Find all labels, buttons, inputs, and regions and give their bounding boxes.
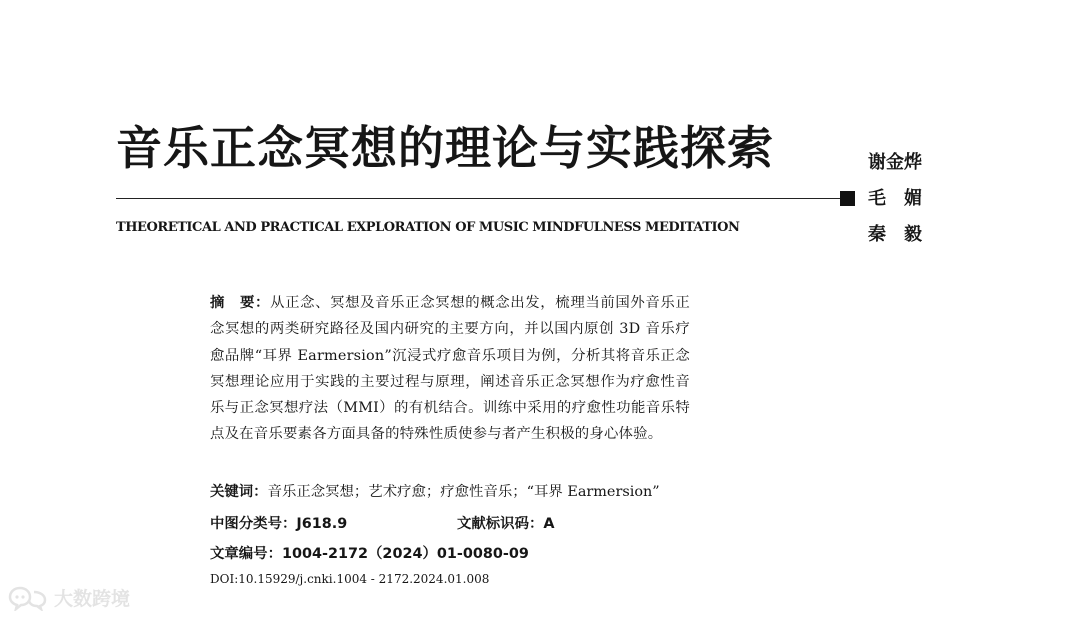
author-name: 秦 毅 [868, 224, 922, 245]
english-title: THEORETICAL AND PRACTICAL EXPLORATION OF MUSIC MINDFULNESS MEDITATION [116, 220, 740, 235]
doi: DOI:10.15929/j.cnki.1004 - 2172.2024.01.008 [210, 572, 490, 586]
abstract [210, 290, 690, 448]
keywords-label: 关键词： [210, 484, 268, 500]
article-number [210, 542, 529, 563]
clc-value: J618.9 [296, 516, 348, 532]
doc-code-label: 文献标识码： [457, 516, 544, 532]
keywords-text: 音乐正念冥想；艺术疗愈；疗愈性音乐；“耳界 Earmersion” [267, 484, 660, 500]
abstract-label: 摘 要： [210, 295, 271, 311]
article-number-label: 文章编号： [210, 546, 282, 562]
article-number-value: 1004-2172（2024）01-0080-09 [281, 546, 529, 562]
author-name: 毛 媚 [868, 188, 922, 209]
clc-number [210, 512, 347, 533]
author-list [868, 148, 922, 256]
divider-square-marker [840, 191, 855, 206]
article-title: 音乐正念冥想的理论与实践探索 [116, 121, 774, 175]
keywords [210, 480, 660, 501]
watermark-text: 大数跨境 [54, 588, 131, 610]
abstract-text: 从正念、冥想及音乐正念冥想的概念出发，梳理当前国外音乐正念冥想的两类研究路径及国内研究的主要方向，并以国内原创 3D 音乐疗愈品牌“耳界 Earmersion”沉浸式疗愈音乐项目为例，分析其将音乐正念冥想理论应用于实践的主要过程与原理，阐述音乐正念冥想作为疗愈性音乐与正念冥想疗法（MMI）的有机结合。训练中采用的疗愈性功能音乐特点及在音乐要素各方面具备的特殊性质使参与者产生积极的身心体验。 [210, 295, 690, 443]
title-divider [116, 198, 840, 199]
chat-bubble-logo-icon [8, 585, 48, 611]
watermark [8, 584, 130, 611]
document-code [457, 512, 555, 533]
author-name: 谢金烨 [868, 152, 922, 173]
doc-code-value: A [543, 516, 555, 532]
clc-label: 中图分类号： [210, 516, 297, 532]
